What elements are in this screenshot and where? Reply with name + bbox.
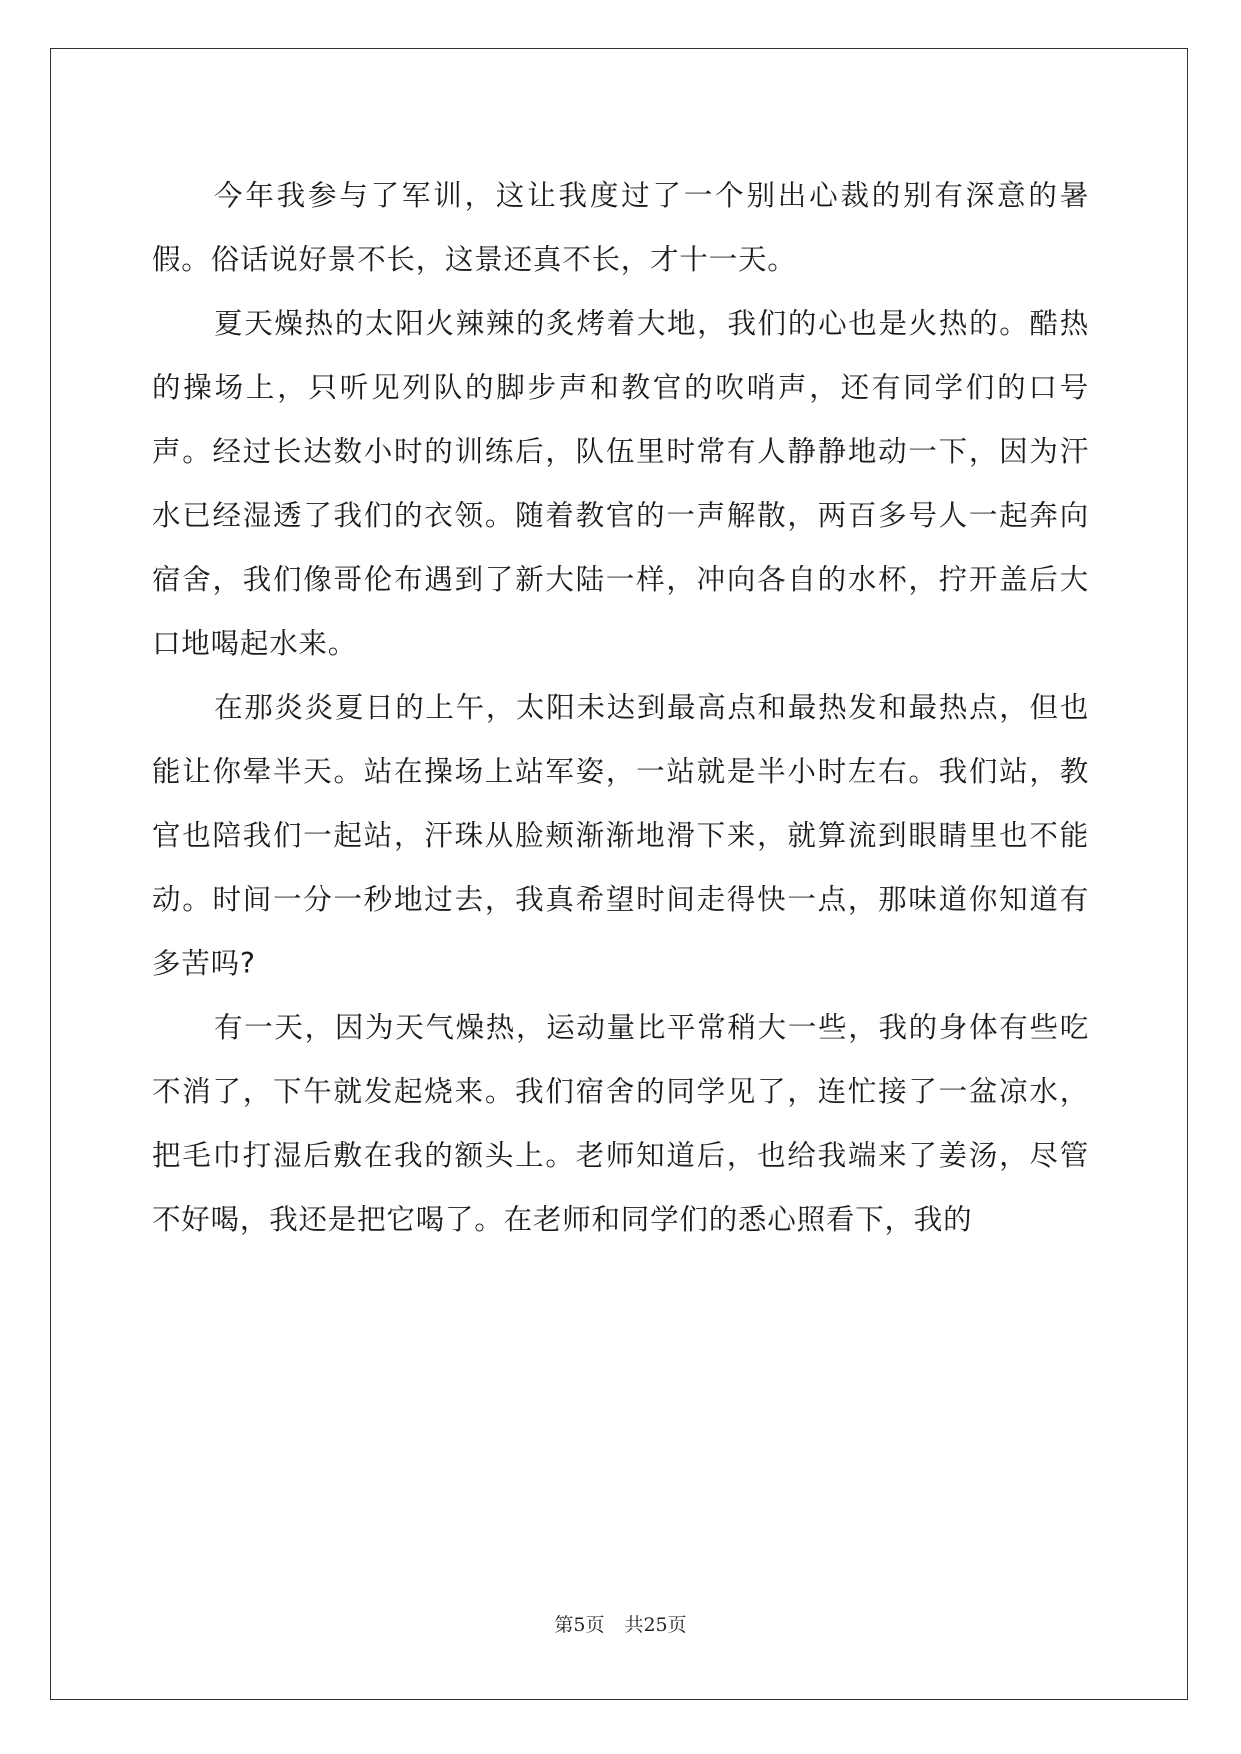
paragraph: 在那炎炎夏日的上午，太阳未达到最高点和最热发和最热点，但也能让你晕半天。站在操场上站军姿，一站就是半小时左右。我们站，教官也陪我们一起站，汗珠从脸颊渐渐地滑下来，就算流到眼睛里也不能动。时间一分一秒地过去，我真希望时间走得快一点，那味道你知道有多苦吗? [152,691,1089,980]
paragraph: 今年我参与了军训，这让我度过了一个别出心裁的别有深意的暑假。俗话说好景不长，这景还真不长，才十一天。 [152,179,1089,276]
paragraph: 夏天燥热的太阳火辣辣的炙烤着大地，我们的心也是火热的。酷热的操场上，只听见列队的脚步声和教官的吹哨声，还有同学们的口号声。经过长达数小时的训练后，队伍里时常有人静静地动一下，因为汗水已经湿透了我们的衣领。随着教官的一声解散，两百多号人一起奔向宿舍，我们像哥伦布遇到了新大陆一样，冲向各自的水杯，拧开盖后大口地喝起水来。 [152,307,1089,660]
page-number: 第5页 [554,1614,605,1636]
page-total: 共25页 [624,1614,687,1636]
document-body [152,164,1089,1252]
page-footer [0,1610,1241,1637]
paragraph: 有一天，因为天气燥热，运动量比平常稍大一些，我的身体有些吃不消了，下午就发起烧来。我们宿舍的同学见了，连忙接了一盆凉水，把毛巾打湿后敷在我的额头上。老师知道后，也给我端来了姜汤，尽管不好喝，我还是把它喝了。在老师和同学们的悉心照看下，我的 [152,1011,1089,1236]
